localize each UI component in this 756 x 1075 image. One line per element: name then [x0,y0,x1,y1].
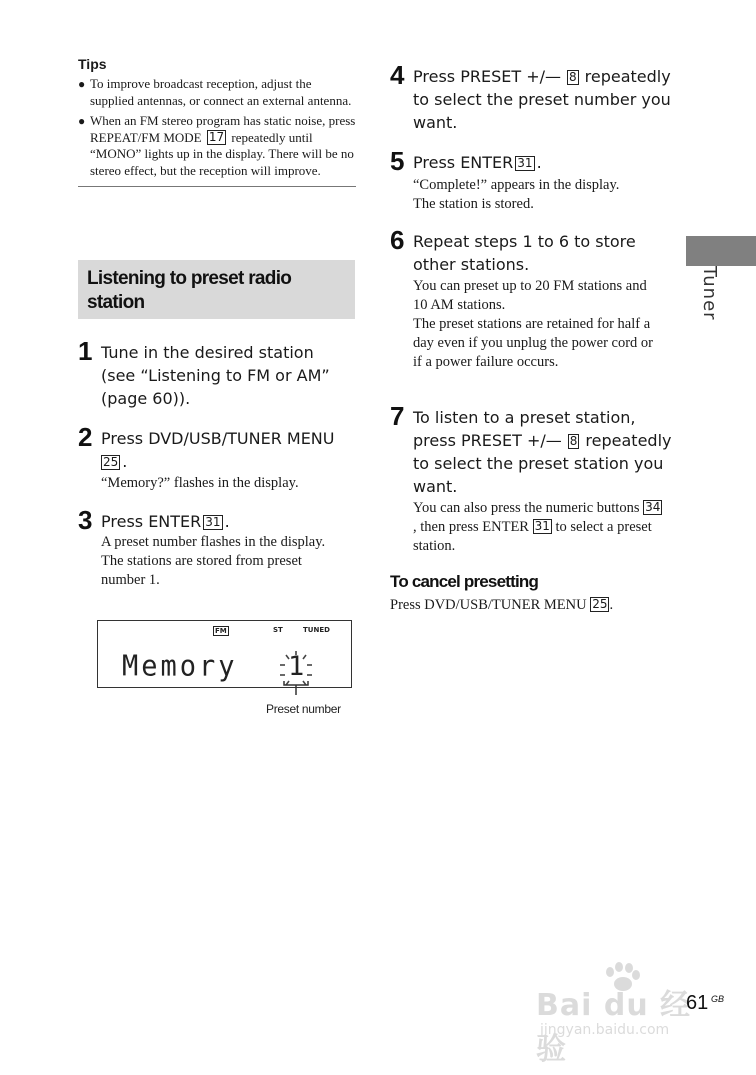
watermark-url: jingyan.baidu.com [540,1022,670,1038]
step-body [413,277,661,372]
step-7 [390,403,682,563]
side-tab-text: Tuner [699,266,720,321]
watermark-text: Bai du 经验 [536,988,692,1067]
display-caption: Preset number [266,702,341,716]
key-8-icon: 8 [569,434,578,448]
tips-title: Tips [78,56,107,72]
section-heading-box [78,260,355,319]
step-6 [390,227,682,397]
step-heading [101,510,349,533]
step-heading-text-cont: repeatedly to select the preset number you want. [413,67,671,132]
step-heading-text: Press PRESET +/— [413,67,561,86]
step-heading-text: To listen to a preset station, press PRESET +/— [413,408,636,450]
step-body-line: “Complete!” appears in the display. [413,177,620,193]
key-8-icon: 8 [569,70,577,84]
step-body: “Memory?” flashes in the display. [101,475,299,491]
cancel-text [390,597,613,614]
step-body-text: to select a preset station. [413,519,652,554]
key-34-icon: 34 [645,500,661,514]
cancel-title: To cancel presetting [390,572,539,591]
tip-text-cont: repeatedly until “MONO” lights up in the display. There will be no stereo effect, but the reception will improve. [90,129,354,178]
side-tab-label [696,266,722,326]
step-heading-text: Press ENTER [101,512,202,531]
step-heading [101,427,349,473]
step-number: 2 [78,422,92,452]
step-heading-end: . [122,452,128,471]
step-number: 7 [390,401,404,431]
step-heading [413,151,679,174]
step-number: 6 [390,225,404,255]
step-number: 5 [390,146,404,176]
step-3 [78,507,358,607]
tips-block [78,56,356,187]
page-number: 61 [686,992,709,1014]
preset-number: 1 [288,651,305,682]
key-17-icon: 17 [208,129,225,144]
display-panel [97,620,352,688]
key-31-icon: 31 [534,519,550,533]
key-31-icon: 31 [205,515,221,529]
step-heading [413,65,679,134]
step-heading-end: . [536,153,542,172]
pointer-bracket-icon [282,681,310,695]
step-body [101,533,331,590]
fm-indicator: FM [215,627,227,635]
tuned-indicator: TUNED [303,626,330,634]
step-body [413,499,665,556]
tip-item [78,76,356,109]
bullet-icon: ● [78,114,86,128]
step-heading-text-cont: repeatedly to select the preset station you want. [413,431,672,496]
key-25-icon: 25 [592,597,608,611]
step-heading: Tune in the desired station (see “Listening to FM or AM” (page 60)). [101,343,330,408]
display-text: Memory [122,650,238,683]
tip-item [78,113,356,179]
step-body-text: , then press ENTER [413,519,529,535]
step-1 [78,338,358,408]
step-body [413,176,679,214]
key-31-icon: 31 [517,156,533,170]
tips-divider [78,186,356,187]
step-body-line: The preset stations are retained for half a day even if you unplug the power cord or if a power failure occurs. [413,316,653,370]
step-number: 1 [78,336,92,366]
step-body-line: You can preset up to 20 FM stations and 10 AM stations. [413,278,647,313]
step-number: 4 [390,60,404,90]
cancel-text-main: Press DVD/USB/TUNER MENU [390,597,587,613]
step-heading-text: Press DVD/USB/TUNER MENU [101,429,335,448]
bullet-icon: ● [78,77,86,91]
st-indicator: ST [273,626,283,634]
tip-text: When an FM stereo program has static noise, press REPEAT/FM MODE [90,113,356,145]
step-heading-text: Press ENTER [413,153,514,172]
step-2 [78,424,358,494]
side-tab-marker [686,236,756,266]
step-number: 3 [78,505,92,535]
page-suffix: GB [711,994,725,1004]
step-5 [390,148,682,218]
step-heading [413,406,677,498]
section-title: Listening to preset radio station [87,268,292,313]
step-4 [390,62,682,142]
cancel-text-end: . [609,597,614,613]
step-body-line: A preset number flashes in the display. [101,534,326,550]
key-25-icon: 25 [103,455,119,469]
step-body-line: The stations are stored from preset number 1. [101,553,302,588]
step-heading-end: . [224,512,230,531]
step-body-text: You can also press the numeric buttons [413,500,640,516]
tip-text: To improve broadcast reception, adjust the supplied antennas, or connect an external antenna. [90,76,352,108]
step-body-line: The station is stored. [413,196,534,212]
step-heading: Repeat steps 1 to 6 to store other stations. [413,232,636,274]
